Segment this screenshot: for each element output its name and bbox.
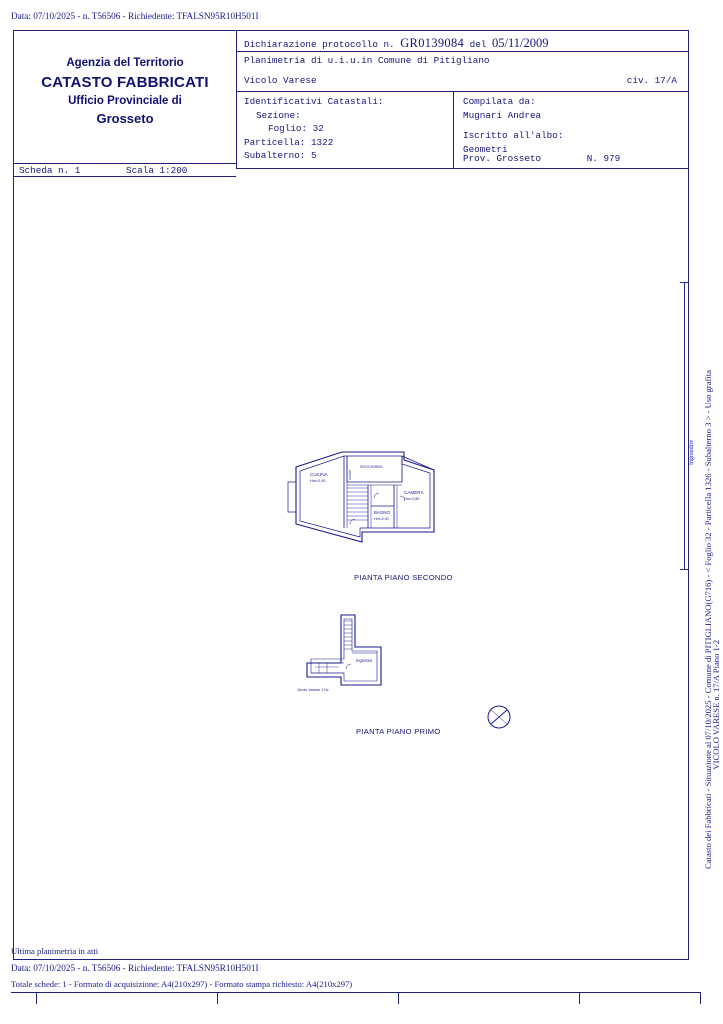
subalterno-value: 5 [310, 150, 317, 161]
north-compass-icon [484, 702, 514, 732]
svg-text:Vicolo Varese 17/a: Vicolo Varese 17/a [297, 688, 329, 692]
protocol-number: GR0139084 [400, 36, 465, 50]
address-line: Vicolo Varese [244, 75, 317, 86]
footer-request: Data: 07/10/2025 - n. T56506 - Richiedente: TFALSN95R10H501I [11, 963, 259, 973]
planimetry-line: Planimetria di u.i.u.in Comune di Pitigliano [244, 55, 490, 66]
header-divider-1 [237, 51, 689, 52]
scala-value: Scala 1:200 [126, 165, 188, 176]
n-value: 979 [603, 153, 621, 164]
side-tick-label: Ingrandire [689, 440, 695, 465]
del-label: del [469, 39, 487, 50]
scheda-number: Scheda n. 1 [19, 165, 81, 176]
plan-second-caption: PIANTA PIANO SECONDO [354, 573, 453, 582]
plan-first-floor-drawing [289, 607, 409, 697]
foglio-value: 32 [312, 123, 324, 134]
svg-text:Hm=2,90: Hm=2,90 [310, 479, 326, 483]
iscritto-label: Iscritto all'albo: [463, 130, 564, 141]
svg-text:DISIMP.: DISIMP. [348, 469, 352, 480]
svg-text:SOGGIORNO: SOGGIORNO [360, 465, 383, 469]
subalterno-label: Subalterno: [244, 150, 306, 161]
civic-number: civ. 17/A [626, 75, 677, 86]
svg-text:CAMERA: CAMERA [404, 490, 424, 495]
protocol-date: 05/11/2009 [492, 36, 549, 50]
particella-row [244, 136, 383, 150]
svg-text:Ingresso: Ingresso [356, 658, 373, 663]
footer-totals: Totale schede: 1 - Formato di acquisizione: A4(210x297) - Formato stampa richiesto: A4(210x297) [11, 979, 353, 989]
side-note-line-1: Catasto dei Fabbricati - Situazione al 07/10/2025 - Comune di PITIGLIANO(G716) - < Foglio 32 - Particella 1326 - Subalterno 3 > - Uso grafita [703, 370, 713, 869]
identificativi-block [244, 95, 383, 163]
identificativi-title: Identificativi Catastali: [244, 96, 384, 107]
agency-name: Agenzia del Territorio [66, 57, 184, 69]
compilata-value: Mugnari Andrea [463, 109, 542, 121]
margin-vertical-rule [684, 282, 685, 570]
sezione-label: Sezione: [256, 109, 301, 121]
province-name: Grosseto [96, 111, 154, 126]
declaration-label: Dichiarazione protocollo n. [244, 39, 395, 50]
iscritto-value: Geometri [463, 143, 508, 155]
protocol-header [236, 31, 689, 169]
compilata-label: Compilata da: [463, 96, 536, 107]
svg-text:BAGNO: BAGNO [374, 510, 390, 515]
foglio-row [244, 122, 383, 136]
drawing-canvas [14, 177, 689, 943]
agency-header [14, 31, 236, 169]
plan-first-caption: PIANTA PIANO PRIMO [356, 727, 441, 736]
header-divider-2 [237, 91, 689, 92]
sezione-row [244, 109, 383, 123]
foglio-label: Foglio: [268, 123, 308, 134]
n-label: N. [586, 153, 598, 164]
particella-value: 1322 [310, 136, 334, 148]
footer-last-plan: Ultima planimetria in atti [11, 946, 99, 956]
office-label: Ufficio Provinciale di [68, 95, 182, 107]
subalterno-row [244, 149, 383, 163]
declaration-row [244, 36, 548, 51]
compiler-block [463, 95, 563, 156]
plan-second-floor-drawing [284, 432, 469, 557]
footer-tick-marks [0, 992, 723, 1006]
prov-label: Prov. Grosseto [463, 153, 542, 164]
svg-text:CUCINA: CUCINA [310, 472, 328, 477]
province-row [463, 153, 620, 164]
scheda-scala-bar [14, 163, 236, 177]
svg-text:Hm=2,80: Hm=2,80 [404, 497, 420, 501]
side-note-line-2: VICOLO VARESE n. 17/A Piano 1-2 [711, 640, 721, 770]
catasto-title: CATASTO FABBRICATI [41, 74, 209, 91]
particella-label: Particella: [244, 136, 306, 148]
svg-text:Hm=2,30: Hm=2,30 [374, 517, 389, 521]
top-meta-line: Data: 07/10/2025 - n. T56506 - Richiedente: TFALSN95R10H501I [11, 11, 259, 21]
header-divider-vertical [453, 91, 454, 169]
